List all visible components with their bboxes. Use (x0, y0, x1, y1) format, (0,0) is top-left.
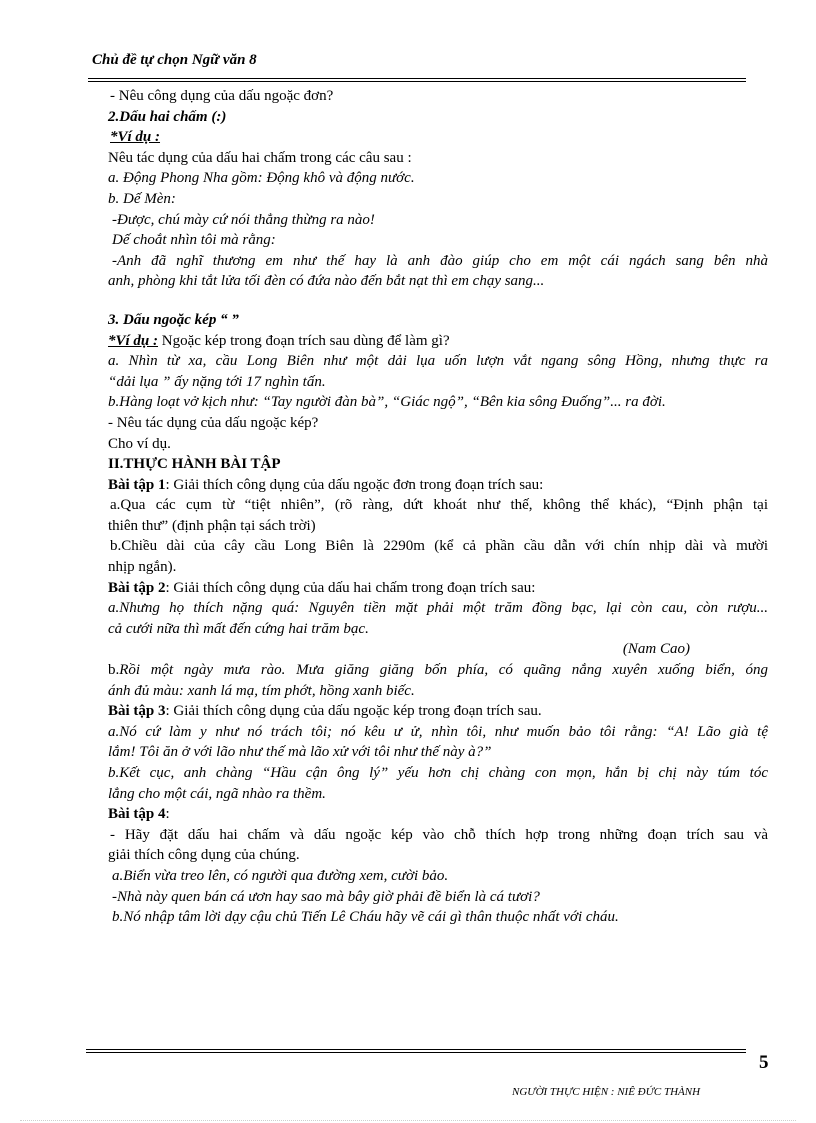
text-line: thiên thư” (định phận tại sách trời) (108, 517, 316, 534)
text-line: Cho ví dụ. (108, 435, 171, 452)
page-number: 5 (759, 1052, 769, 1073)
text-line: - Nêu tác dụng của dấu ngoặc kép? (108, 414, 319, 431)
example-line: -Anh đã nghĩ thương em như thế hay là anh đào giúp cho em một cái ngách sang bên nhà (112, 252, 768, 269)
example-line: a.Nhưng họ thích nặng quá: Nguyên tiền mặt phải một trăm đồng bạc, lại còn cau, còn rượu... (108, 600, 768, 617)
section-heading: II.THỰC HÀNH BÀI TẬP (108, 456, 281, 473)
example-line: a. Nhìn từ xa, cầu Long Biên như một dải lụa uốn lượn vắt ngang sông Hồng, nhưng thực ra (108, 353, 768, 370)
example-line: Dế choắt nhìn tôi mà rằng: (112, 232, 276, 249)
text-line (108, 331, 768, 352)
example-line: -Được, chú mày cứ nói thẳng thừng ra nào! (112, 211, 375, 228)
text-line: Nêu tác dụng của dấu hai chấm trong các câu sau : (108, 149, 412, 166)
page-edge (20, 1120, 796, 1121)
exercise-line (108, 578, 768, 599)
citation: (Nam Cao) (622, 641, 690, 658)
header-divider (88, 78, 746, 82)
exercise-line (108, 804, 768, 825)
exercise-line (108, 701, 768, 722)
example-line: b.Hàng loạt vở kịch như: “Tay người đàn bà”, “Giác ngộ”, “Bên kia sông Đuống”... ra đời. (108, 394, 666, 411)
exercise-label: Bài tập 3 (108, 703, 166, 720)
example-line: cả cưới nữa thì mất đến cứng hai trăm bạc. (108, 620, 369, 637)
text-span: Ngoặc kép trong đoạn trích sau dùng để làm gì? (158, 332, 450, 349)
exercise-line (108, 475, 768, 496)
example-line: b. Dế Mèn: (108, 190, 176, 207)
example-line: ánh đủ màu: xanh lá mạ, tím phớt, hồng xanh biếc. (108, 682, 415, 699)
text-span: Rồi một ngày mưa rào. Mưa giăng giăng bốn phía, có quãng nắng xuyên xuống biển, óng (119, 662, 768, 679)
footer-author: NGƯỜI THỰC HIỆN : NIÊ ĐỨC THÀNH (512, 1086, 701, 1098)
spacer (108, 292, 768, 310)
example-line: a. Động Phong Nha gồm: Động khô và động nước. (108, 170, 415, 187)
example-line (108, 660, 768, 681)
exercise-label: Bài tập 2 (108, 579, 166, 596)
example-line: b.Kết cục, anh chàng “Hầu cận ông lý” yếu hơn chị chàng con mọn, hắn bị chị này túm tóc (108, 765, 768, 781)
exercise-label: Bài tập 4 (108, 806, 166, 823)
text-line: - Hãy đặt dấu hai chấm và dấu ngoặc kép vào chỗ thích hợp trong những đoạn trích sau và (110, 826, 768, 843)
example-line: lắm! Tôi ăn ở với lão như thế mà lão xử với tôi như thế này à?” (108, 744, 492, 761)
section-heading: 3. Dấu ngoặc kép “ ” (108, 311, 239, 328)
document-body (108, 86, 768, 928)
section-heading: 2.Dấu hai chấm (:) (108, 108, 227, 125)
example-line: -Nhà này quen bán cá ươn hay sao mà bây giờ phải đề biển là cá tươi? (112, 888, 540, 905)
example-label: *Ví dụ : (108, 332, 159, 349)
example-line: b.Nó nhập tâm lời dạy cậu chủ Tiến Lê Cháu hãy vẽ cái gì thân thuộc nhất với cháu. (112, 909, 619, 926)
footer-divider (86, 1049, 746, 1053)
example-label: *Ví dụ : (110, 129, 161, 146)
text-span: : Giải thích công dụng của dấu ngoặc đơn trong đoạn trích sau: (165, 476, 544, 493)
example-line: a.Biển vừa treo lên, có người qua đường xem, cười bảo. (112, 867, 449, 884)
text-span: : Giải thích công dụng của dấu ngoặc kép trong đoạn trích sau. (165, 703, 542, 720)
text-line: - Nêu công dụng của dấu ngoặc đơn? (110, 88, 334, 104)
text-span: : Giải thích công dụng của dấu hai chấm trong đoạn trích sau: (165, 579, 536, 596)
exercise-label: Bài tập 1 (108, 476, 166, 493)
text-line: a.Qua các cụm từ “tiệt nhiên”, (rõ ràng, dứt khoát như thế, không thể khác), “Định phận tại (110, 497, 768, 514)
example-line: lẳng cho một cái, ngã nhào ra thềm. (108, 785, 326, 802)
text-line: giải thích công dụng của chúng. (108, 847, 300, 864)
text-span: b. (108, 662, 120, 679)
example-line: anh, phòng khi tắt lửa tối đèn có đứa nào đến bắt nạt thì em chạy sang... (108, 273, 545, 290)
text-line: nhịp ngắn). (108, 559, 177, 576)
example-line: “dải lụa ” ấy nặng tới 17 nghìn tấn. (108, 373, 326, 390)
text-line: b.Chiều dài của cây cầu Long Biên là 2290m (kể cả phần cầu dẫn với chín nhịp dài và mười (110, 538, 768, 555)
page-header-title: Chủ đề tự chọn Ngữ văn 8 (92, 52, 257, 68)
example-line: a.Nó cứ làm y như nó trách tôi; nó kêu ư ử, nhìn tôi, như muốn bảo tôi rằng: “A! Lão già tệ (108, 723, 768, 740)
text-span: : (165, 806, 170, 823)
